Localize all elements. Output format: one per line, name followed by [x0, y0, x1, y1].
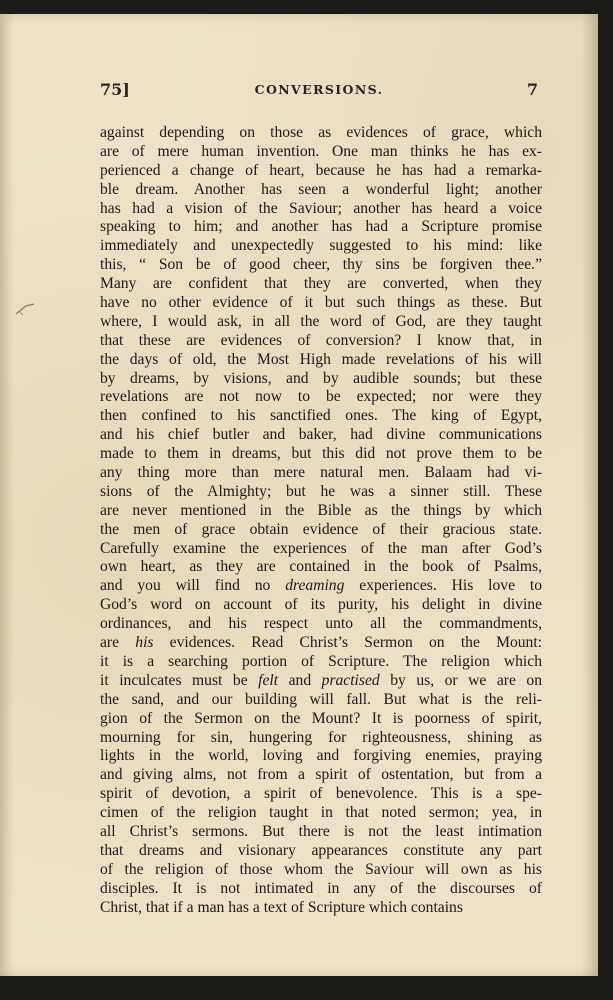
text-segment: against depending on those as evidences of grace, which [100, 124, 542, 141]
text-line [100, 313, 542, 332]
text-line [100, 124, 542, 143]
text-line [100, 370, 542, 389]
text-segment: Carefully examine the experiences of the man after God’s [100, 539, 542, 557]
text-segment: immediately and unexpectedly suggested to his mind: like [100, 237, 542, 255]
text-line [100, 426, 542, 445]
text-segment: and his chief butler and baker, had divine communications [100, 426, 542, 444]
text-line [100, 766, 542, 785]
text-line [100, 880, 542, 899]
text-segment: mourning for sin, hungering for righteousness, shining as [100, 728, 542, 746]
text-segment: sions of the Almighty; but he was a sinner still. These [100, 482, 542, 500]
text-segment: revelations are not now to be expected; nor were they [100, 388, 542, 406]
text-line [100, 445, 542, 464]
text-line [100, 200, 542, 219]
text-line [100, 143, 542, 162]
text-segment: it is a searching portion of Scripture. The religion which [100, 652, 542, 670]
text-segment: by us, or we are on [379, 671, 542, 689]
text-line [100, 237, 542, 256]
text-segment: ble dream. Another has seen a wonderful light; another [100, 180, 542, 198]
text-line [100, 729, 542, 748]
italic-word: dreaming [285, 577, 345, 595]
text-line [100, 747, 542, 766]
text-segment: ordinances, and his respect unto all the commandments, [100, 615, 542, 633]
text-segment: own heart, as they are contained in the book of Psalms, [100, 558, 542, 576]
text-segment: and giving alms, not from a spirit of ostentation, but from a [100, 766, 542, 784]
text-segment: this, “ Son be of good cheer, thy sins be forgiven thee.” [100, 256, 542, 274]
text-line [100, 407, 542, 426]
text-line [100, 540, 542, 559]
text-segment: have no other evidence of it but such things as these. But [100, 294, 542, 312]
text-segment: the sand, and our building will fall. But what is the reli- [100, 690, 542, 708]
text-line [100, 218, 542, 237]
text-segment: perienced a change of heart, because he has had a remarka- [100, 161, 542, 179]
text-line [100, 615, 542, 634]
text-line [100, 388, 542, 407]
text-line [100, 256, 542, 275]
text-line [100, 710, 542, 729]
text-line [100, 577, 542, 596]
text-line [100, 653, 542, 672]
text-line [100, 181, 542, 200]
text-segment: speaking to him; and another has had a Scripture promise [100, 218, 542, 236]
text-segment: experiences. His love to [344, 577, 542, 595]
text-segment: has had a vision of the Saviour; another has heard a voice [100, 199, 542, 217]
text-segment: Christ, that if a man has a text of Scripture which contains [100, 898, 463, 916]
text-segment: evidences. Read Christ’s Sermon on the Mount: [153, 634, 543, 652]
book-page [0, 14, 598, 976]
text-segment: lights in the world, loving and forgiving enemies, praying [100, 747, 542, 765]
text-line [100, 899, 542, 918]
italic-word: felt [258, 671, 279, 689]
text-segment: that these are evidences of conversion? I know that, in [100, 331, 542, 349]
text-segment: disciples. It is not intimated in any of the discourses of [100, 879, 542, 897]
text-line [100, 502, 542, 521]
text-segment: are of mere human invention. One man thinks he has ex- [100, 142, 542, 160]
text-line [100, 672, 542, 691]
text-segment: then confined to his sanctified ones. The king of Egypt, [100, 407, 542, 425]
text-line [100, 483, 542, 502]
text-segment: gion of the Sermon on the Mount? It is poorness of spirit, [100, 709, 542, 727]
text-line [100, 842, 542, 861]
text-segment: Many are confident that they are converted, when they [100, 275, 542, 293]
text-line [100, 804, 542, 823]
text-line [100, 521, 542, 540]
text-line [100, 332, 542, 351]
text-segment: where, I would ask, in all the word of God, are they taught [100, 312, 542, 330]
text-segment: cimen of the religion taught in that noted sermon; yea, in [100, 804, 542, 822]
text-line [100, 162, 542, 181]
text-segment: it inculcates must be [100, 671, 259, 689]
page-number: 7 [526, 80, 538, 99]
text-segment: all Christ’s sermons. But there is not the least intimation [100, 822, 542, 840]
text-segment: and [278, 671, 322, 689]
text-line [100, 691, 542, 710]
text-line [100, 294, 542, 313]
page-header [100, 80, 538, 102]
italic-word: his [135, 634, 154, 652]
body-text [100, 124, 542, 917]
text-line [100, 861, 542, 880]
text-line [100, 823, 542, 842]
text-segment: the days of old, the Most High made revelations of his will [100, 350, 542, 368]
text-line [100, 351, 542, 370]
text-segment: made to them in dreams, but this did not prove them to be [100, 445, 542, 463]
text-line [100, 596, 542, 615]
text-segment: by dreams, by visions, and by audible sounds; but these [100, 369, 542, 387]
text-segment: that dreams and visionary appearances constitute any part [100, 841, 542, 859]
text-line [100, 634, 542, 653]
page-mark-icon [14, 302, 36, 316]
text-line [100, 558, 542, 577]
text-line [100, 464, 542, 483]
text-line [100, 785, 542, 804]
text-segment: of the religion of those whom the Saviour will own as his [100, 860, 542, 878]
text-segment: the men of grace obtain evidence of their gracious state. [100, 520, 542, 538]
italic-word: practised [321, 671, 380, 689]
text-line [100, 275, 542, 294]
text-segment: and you will find no [100, 577, 286, 595]
text-segment: any thing more than mere natural men. Balaam had vi- [100, 464, 542, 482]
text-segment: spirit of devotion, a spirit of benevolence. This is a spe- [100, 785, 542, 803]
text-segment: God’s word on account of its purity, his delight in divine [100, 596, 542, 614]
text-segment: are [100, 634, 136, 652]
page-reference: 75] [100, 80, 130, 99]
running-head: CONVERSIONS. [254, 82, 384, 97]
text-segment: are never mentioned in the Bible as the things by which [100, 501, 542, 519]
